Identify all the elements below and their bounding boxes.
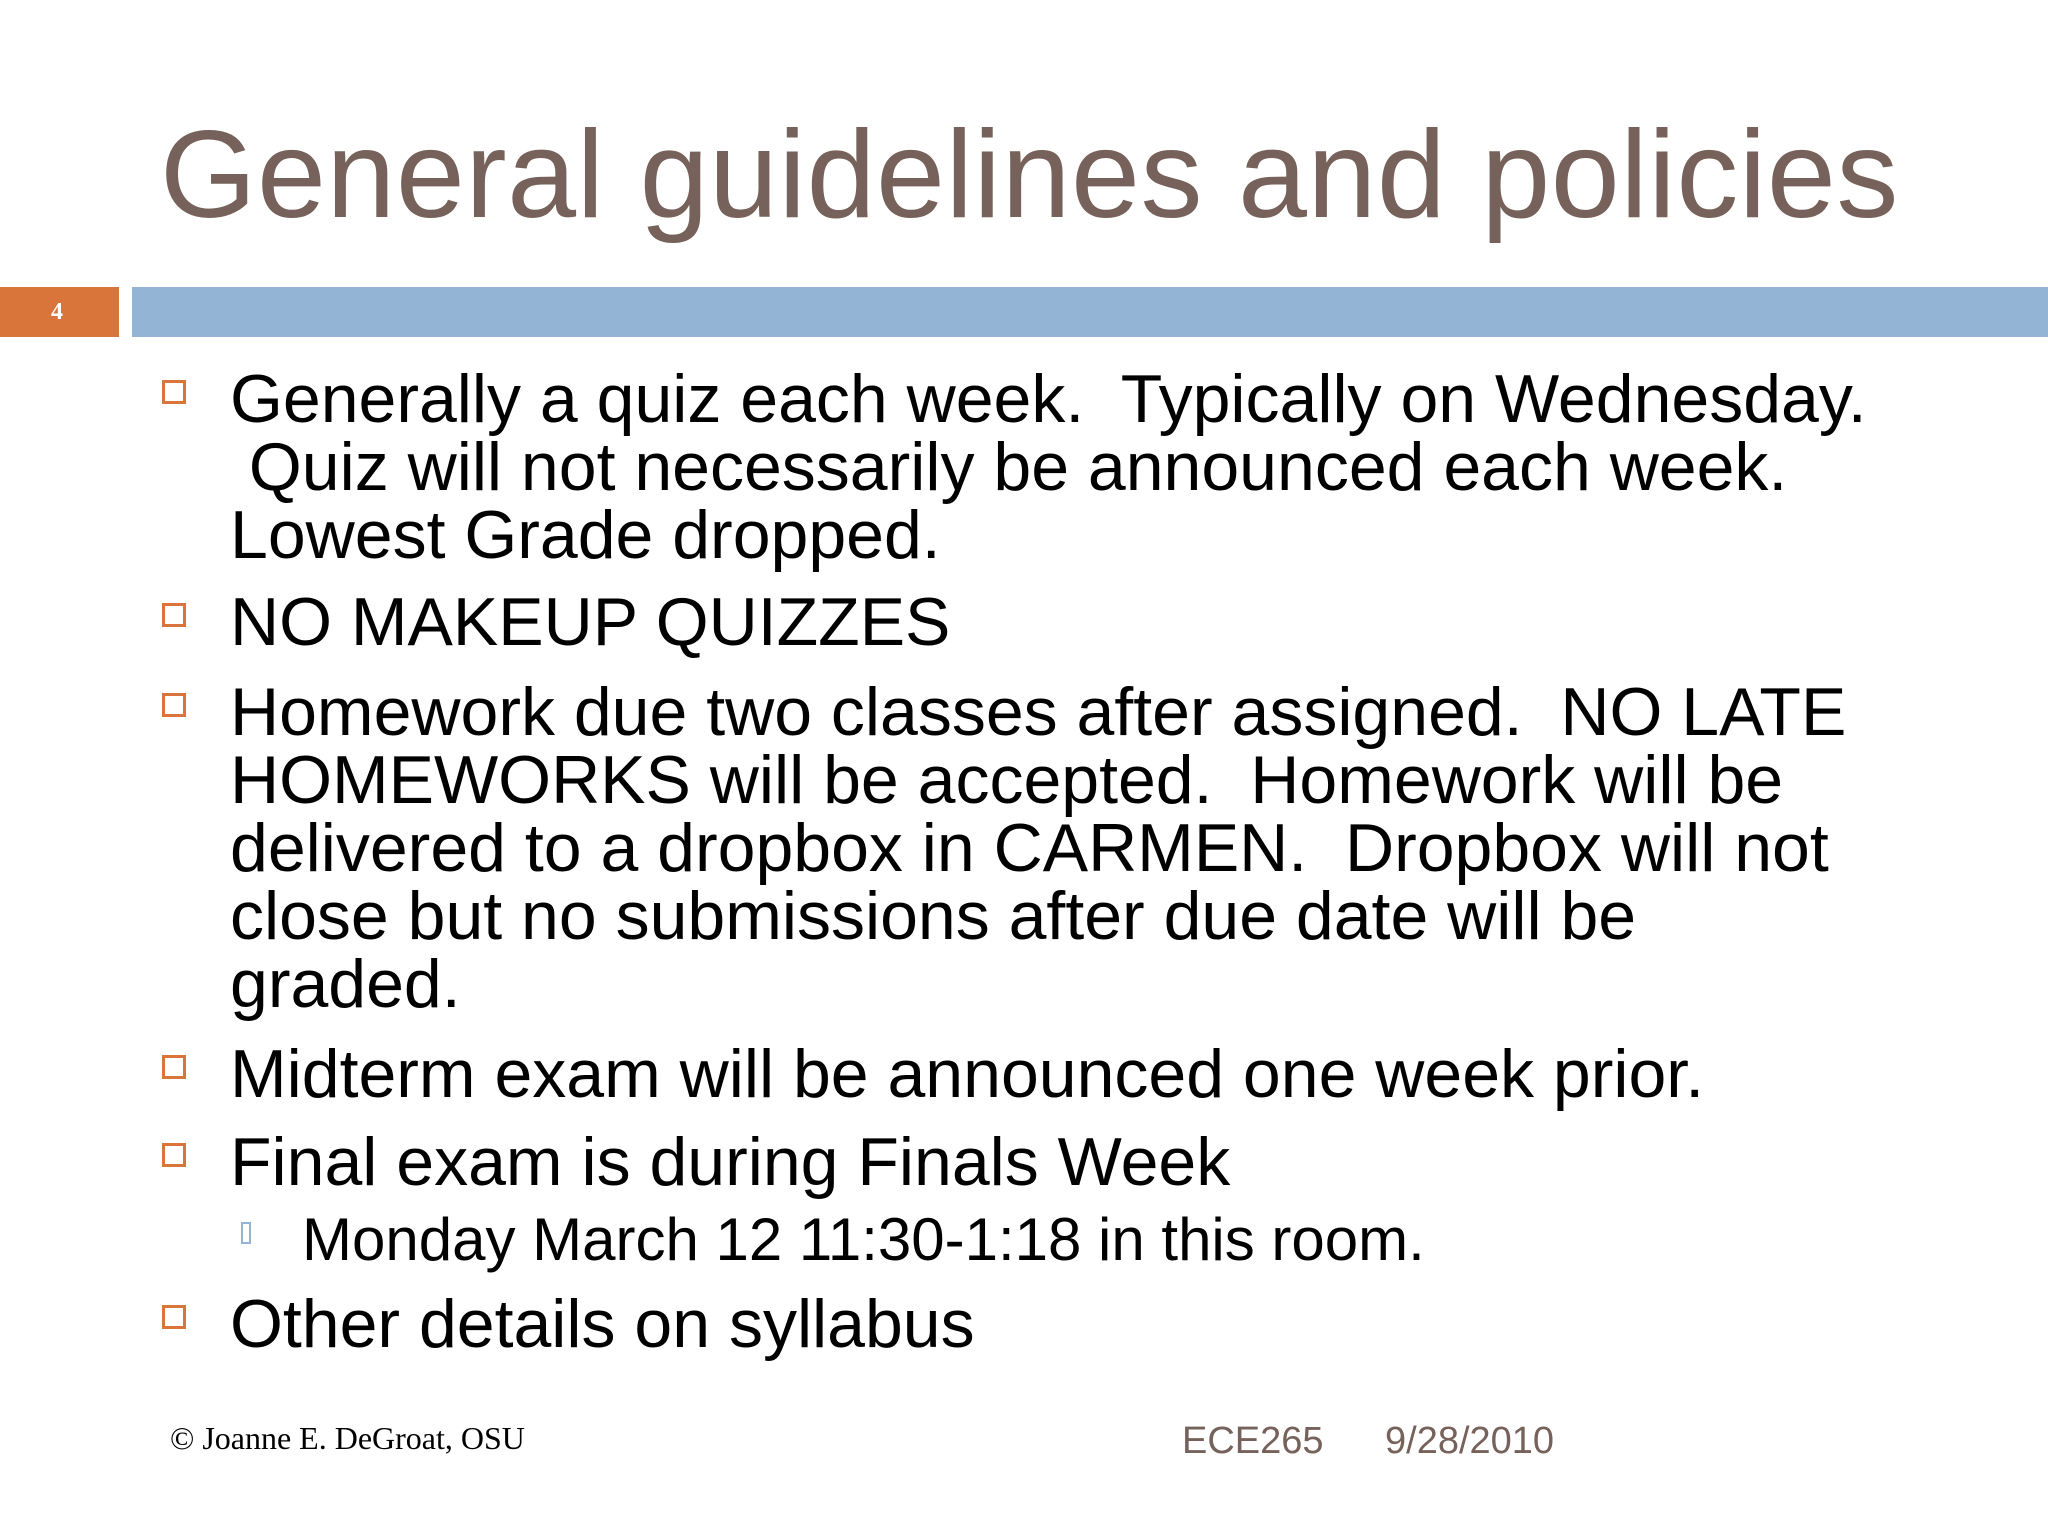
bullet-item-5 <box>230 1124 2010 1200</box>
footer-date: 9/28/2010 <box>1385 1420 1555 1462</box>
bullet-line: Other details on syllabus <box>230 1286 975 1362</box>
square-bullet-icon <box>162 693 186 717</box>
bullet-line: Final exam is during Finals Week <box>230 1124 1231 1200</box>
square-bullet-icon <box>162 1055 186 1079</box>
slide-title: General guidelines and policies <box>160 106 1899 244</box>
sub-bullet-item: Monday March 12 11:30-1:18 in this room. <box>302 1206 1425 1273</box>
bullet-line: Generally a quiz each week. Typically on Wednesday. <box>230 361 1867 437</box>
bullet-line: close but no submissions after due date will be <box>230 878 1637 954</box>
bullet-item-2 <box>230 584 2010 660</box>
bullet-item-1 <box>230 361 2010 573</box>
slide-number: 4 <box>51 298 63 325</box>
bullet-item-3 <box>230 674 2010 1022</box>
square-bullet-icon <box>162 1305 186 1329</box>
bullet-line: NO MAKEUP QUIZZES <box>230 584 951 660</box>
footer-copyright: © Joanne E. DeGroat, OSU <box>170 1420 525 1456</box>
bullet-line: Midterm exam will be announced one week prior. <box>230 1036 1705 1112</box>
square-bullet-icon <box>162 380 186 404</box>
bullet-line: Homework due two classes after assigned. NO LATE <box>230 674 1847 750</box>
bullet-line: graded. <box>230 946 461 1022</box>
bullet-line: Quiz will not necessarily be announced each week. <box>230 429 1788 505</box>
square-bullet-icon <box>162 1143 186 1167</box>
square-bullet-icon <box>162 603 186 627</box>
bullet-line: Lowest Grade dropped. <box>230 497 941 573</box>
bullet-item-6 <box>230 1286 2010 1362</box>
bullet-line: HOMEWORKS will be accepted. Homework will be <box>230 742 1784 818</box>
bullet-item-4 <box>230 1036 2010 1112</box>
sub-bullet-icon <box>241 1222 251 1244</box>
footer-course: ECE265 <box>1182 1420 1324 1462</box>
bullet-line: delivered to a dropbox in CARMEN. Dropbox will not <box>230 810 1829 886</box>
